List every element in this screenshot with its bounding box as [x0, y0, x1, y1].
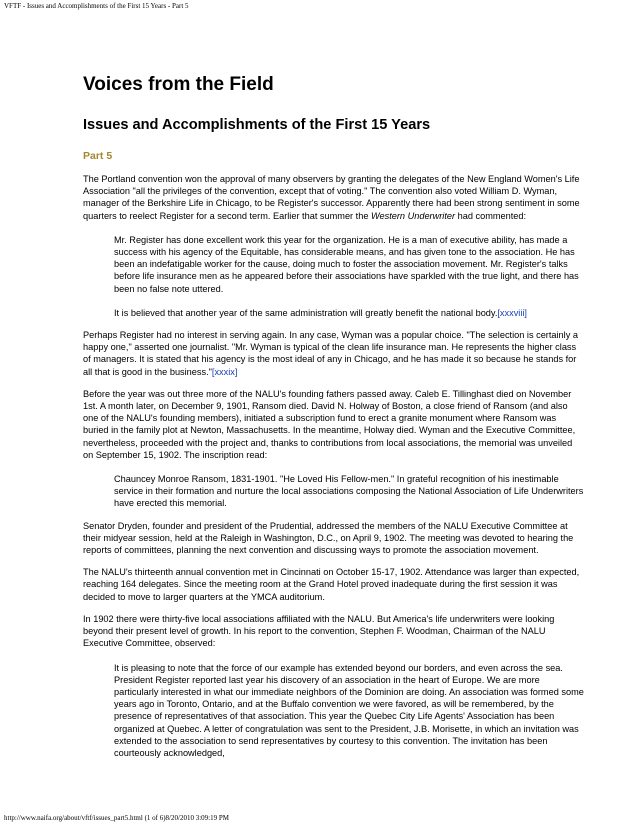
part-heading: Part 5 [83, 150, 113, 162]
quote-3: Chauncey Monroe Ransom, 1831-1901. "He Loved His Fellow-men." In grateful recognition of his inestimable service in their formation and nurture the local associations composing the National Association of Life Underwriters have erected this memorial. [114, 474, 584, 509]
quote-4: It is pleasing to note that the force of our example has extended beyond our borders, and even across the sea. President Register reported last year his discovery of an association in the heart of Europe. We are more particularly interested in what our immediate neighbors of the Dominion are doing. An association was formed some years ago in Toronto, Ontario, and at the Buffalo convention we were favored, as will be remembered, by the presence of representatives of that association. This year the Quebec City Life Agents' Association has been organized at Quebec. A letter of congratulation was sent to the President, J.B. Morisette, in which an invitation was extended to the association to send representatives by courtesy to this convention. The invitation has been courteously acknowledged, [114, 662, 584, 758]
paragraph-6: In 1902 there were thirty-five local associations affiliated with the NALU. But America's life underwriters were looking beyond their present level of growth. In his report to the convention, Stephen F. Woodman, Chairman of the NALU Executive Committee, observed: [83, 613, 555, 649]
quote-2 [114, 307, 584, 319]
footnote-link-xxxix[interactable]: [xxxix] [211, 366, 238, 377]
document-body [83, 72, 583, 759]
paragraph-1 [83, 173, 583, 222]
paragraph-2 [83, 329, 583, 378]
print-header: VFTF - Issues and Accomplishments of the First 15 Years - Part 5 [4, 2, 189, 10]
quote-1: Mr. Register has done excellent work this year for the organization. He is a man of executive ability, has made a success with his agency of the Equitable, has considerable means, and has given tone to the association. He has been an indefatigable worker for the cause, doing much to foster the association movement. Mr. Register's talks before life insurance men as he appeared before their associations have sparkled with the true light, and there has been no false note uttered. [114, 234, 579, 294]
quote-2-text: It is believed that another year of the same administration will greatly benefit the national body. [114, 307, 498, 318]
print-footer: http://www.naifa.org/about/vftf/issues_part5.html (1 of 6)8/20/2010 3:09:19 PM [4, 814, 229, 822]
paragraph-3: Before the year was out three more of the NALU's founding fathers passed away. Caleb E. Tillinghast died on November 1st. A month later, on December 9, 1901, Ransom died. David N. Holway of Boston, a close friend of Ransom (and also one of the NALU's founding members), initiated a subscription fund to erect a granite monument where Ransom was buried in the family plot at Newton, Massachusetts. In the meantime, Holway died. Wyman and the Executive Committee, nevertheless, proceeded with the project and, thanks to contributions from local associations, the memorial was unveiled on September 15, 1902. The inscription read: [83, 388, 576, 460]
paragraph-1-italic: Western Underwriter [371, 210, 456, 221]
paragraph-1-tail: had commented: [455, 210, 527, 221]
paragraph-2-text: Perhaps Register had no interest in serving again. In any case, Wyman was a popular choice. "The selection is certainly a happy one," asserted one journalist. "Mr. Wyman is typical of the clean life insurance man. He represents the higher class of managers. It is stated that his agency is the most ideal of any in Chicago, and he has made it so because he stands for all that is good in the business." [83, 330, 578, 377]
footnote-link-xxxviii[interactable]: [xxxviii] [497, 307, 527, 318]
page-title: Voices from the Field [83, 74, 274, 95]
paragraph-1-text: The Portland convention won the approval of many observers by granting the delegates of the New England Women's Life Association "all the privileges of the convention, except that of voting." The convention also voted William D. Wyman, manager of the Berkshire Life in Chicago, to be Register's successor. Apparently there had been strong sentiment in some quarters to reelect Register for a second term. Earlier that summer the [83, 174, 580, 221]
paragraph-5: The NALU's thirteenth annual convention met in Cincinnati on October 15-17, 1902. Attendance was larger than expected, reaching 164 delegates. Since the meeting room at the Grand Hotel proved inadequate during the first session it was decided to move to larger quarters at the YMCA auditorium. [83, 567, 580, 602]
page-subtitle: Issues and Accomplishments of the First 15 Years [83, 117, 431, 133]
paragraph-4: Senator Dryden, founder and president of the Prudential, addressed the members of the NALU Executive Committee at their midyear session, held at the Raleigh in Washington, D.C., on April 9, 1902. The meeting was devoted to hearing the reports of committees, planning the next convention and discussing ways to promote the association movement. [83, 520, 574, 556]
